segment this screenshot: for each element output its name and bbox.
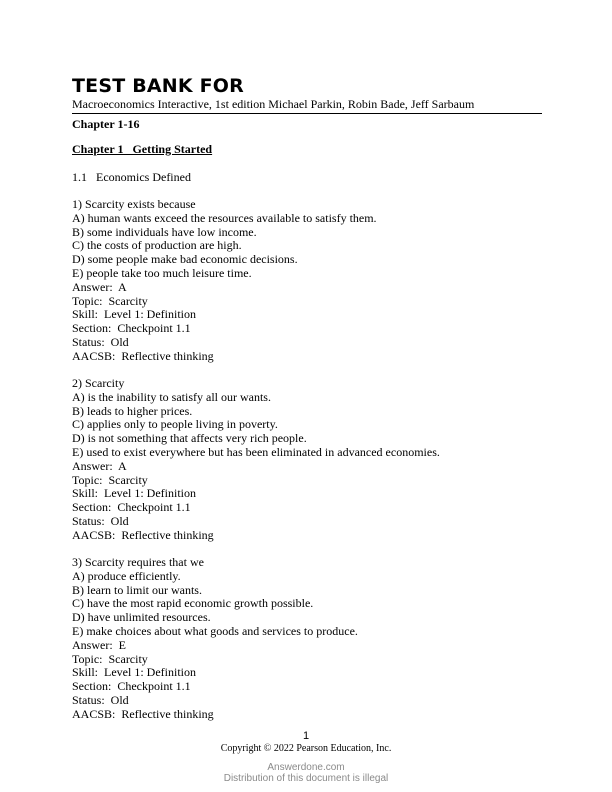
header-divider	[72, 113, 542, 114]
question-2	[72, 377, 552, 543]
watermark-site: Answerdone.com	[267, 762, 345, 773]
option-a: A) is the inability to satisfy all our wants.	[72, 389, 271, 404]
option-d: D) some people make bad economic decisions.	[72, 252, 298, 267]
watermark-notice: Distribution of this document is illegal	[223, 773, 389, 784]
chapter-range: Chapter 1-16	[72, 117, 140, 131]
option-e: E) people take too much leisure time.	[72, 265, 252, 280]
skill: Skill: Level 1: Definition	[72, 665, 196, 680]
page-number: 1	[302, 730, 310, 742]
section-ref: Section: Checkpoint 1.1	[72, 679, 191, 694]
chapter-heading: Chapter 1 Getting Started	[72, 142, 213, 156]
aacsb: AACSB: Reflective thinking	[72, 706, 214, 721]
copyright-notice: Copyright © 2022 Pearson Education, Inc.	[220, 743, 392, 754]
section-ref: Section: Checkpoint 1.1	[72, 321, 191, 336]
aacsb: AACSB: Reflective thinking	[72, 527, 214, 542]
option-e: E) make choices about what goods and services to produce.	[72, 623, 358, 638]
document-title: TEST BANK FOR	[72, 75, 244, 97]
option-b: B) some individuals have low income.	[72, 224, 257, 239]
topic: Topic: Scarcity	[72, 472, 148, 487]
topic: Topic: Scarcity	[72, 293, 148, 308]
skill: Skill: Level 1: Definition	[72, 486, 196, 501]
skill: Skill: Level 1: Definition	[72, 307, 196, 322]
option-e: E) used to exist everywhere but has been eliminated in advanced economies.	[72, 444, 440, 459]
answer: Answer: E	[72, 637, 126, 652]
option-d: D) have unlimited resources.	[72, 610, 211, 625]
question-3	[72, 556, 552, 722]
status: Status: Old	[72, 692, 129, 707]
topic: Topic: Scarcity	[72, 651, 148, 666]
section-heading: 1.1 Economics Defined	[72, 170, 191, 184]
option-a: A) produce efficiently.	[72, 568, 181, 583]
question-1	[72, 198, 552, 364]
question-stem: 2) Scarcity	[72, 376, 125, 390]
option-d: D) is not something that affects very rich people.	[72, 431, 307, 446]
question-stem: 1) Scarcity exists because	[72, 197, 196, 211]
answer: Answer: A	[72, 458, 127, 473]
section-ref: Section: Checkpoint 1.1	[72, 500, 191, 515]
option-a: A) human wants exceed the resources available to satisfy them.	[72, 210, 377, 225]
option-c: C) have the most rapid economic growth possible.	[72, 596, 314, 611]
option-c: C) applies only to people living in poverty.	[72, 417, 278, 432]
answer: Answer: A	[72, 279, 127, 294]
question-stem: 3) Scarcity requires that we	[72, 555, 204, 569]
status: Status: Old	[72, 334, 129, 349]
option-b: B) leads to higher prices.	[72, 403, 193, 418]
book-subtitle: Macroeconomics Interactive, 1st edition Michael Parkin, Robin Bade, Jeff Sarbaum	[72, 97, 475, 111]
option-b: B) learn to limit our wants.	[72, 582, 202, 597]
status: Status: Old	[72, 513, 129, 528]
option-c: C) the costs of production are high.	[72, 238, 242, 253]
aacsb: AACSB: Reflective thinking	[72, 348, 214, 363]
